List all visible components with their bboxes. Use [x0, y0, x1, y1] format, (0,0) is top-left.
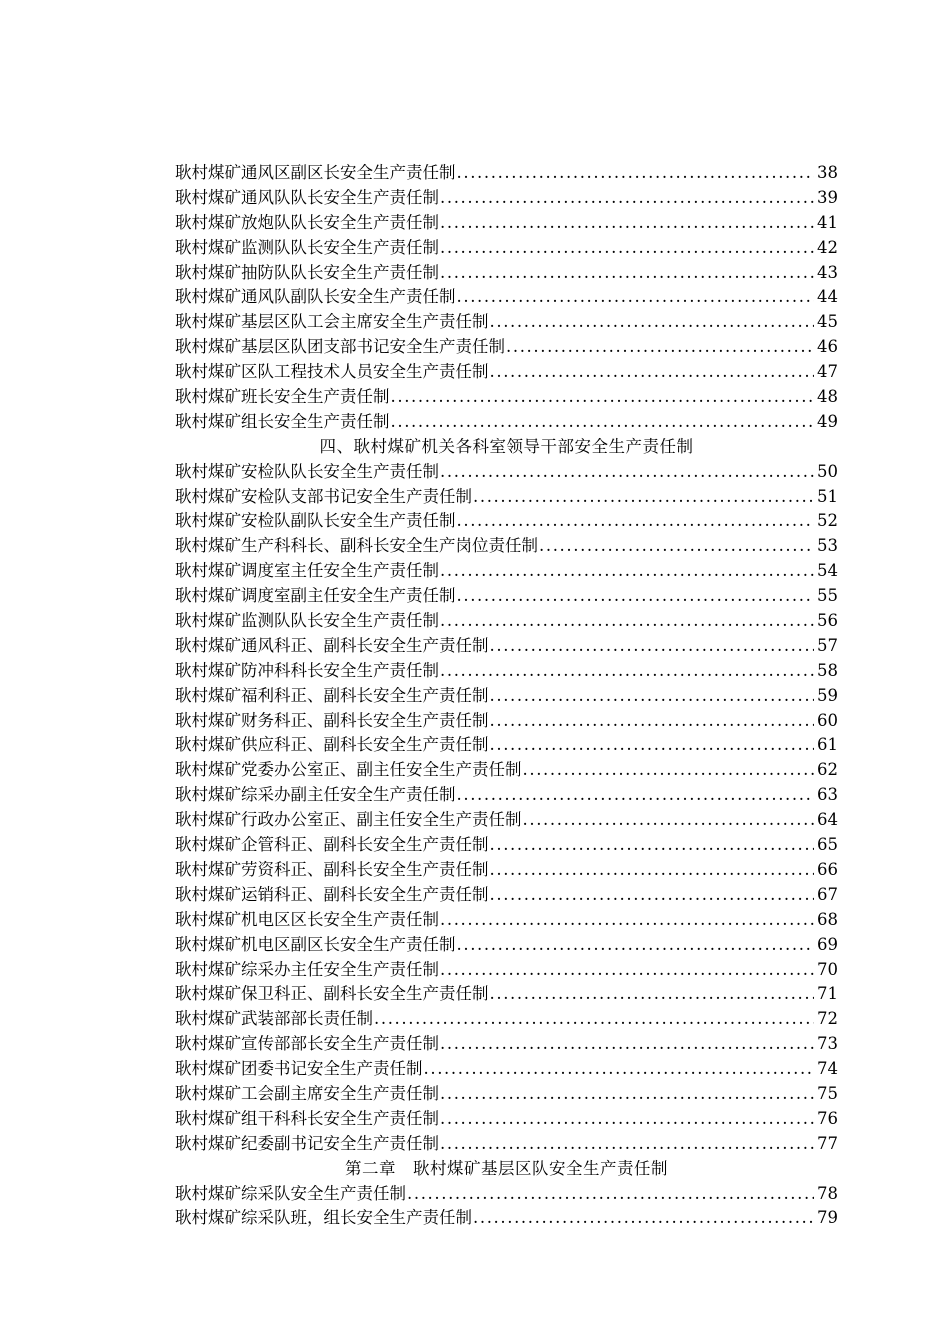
toc-entry-title: 耿村煤矿纪委副书记安全生产责任制	[175, 1133, 439, 1153]
toc-entry-page-number: 46	[817, 337, 838, 357]
toc-entry[interactable]	[175, 908, 838, 933]
toc-group-c	[175, 1182, 838, 1232]
toc-entry-page-number: 43	[817, 262, 838, 282]
toc-entry[interactable]	[175, 385, 838, 410]
toc-entry[interactable]	[175, 709, 838, 734]
toc-entry[interactable]	[175, 634, 838, 659]
toc-entry-title: 耿村煤矿机电区副区长安全生产责任制	[175, 934, 456, 954]
toc-entry[interactable]	[175, 1032, 838, 1057]
toc-entry-title: 耿村煤矿调度室副主任安全生产责任制	[175, 586, 456, 606]
toc-leader-dots	[440, 261, 814, 286]
toc-group-a	[175, 161, 838, 435]
toc-leader-dots	[457, 584, 815, 609]
toc-leader-dots	[440, 1132, 814, 1157]
toc-entry[interactable]	[175, 310, 838, 335]
toc-entry[interactable]	[175, 609, 838, 634]
toc-entry-title: 耿村煤矿防冲科科长安全生产责任制	[175, 660, 439, 680]
toc-entry[interactable]	[175, 485, 838, 510]
toc-entry-page-number: 64	[817, 810, 838, 830]
toc-entry-page-number: 73	[817, 1034, 838, 1054]
toc-entry-page-number: 72	[817, 1009, 838, 1029]
toc-entry-page-number: 58	[817, 660, 838, 680]
toc-entry-page-number: 76	[817, 1108, 838, 1128]
toc-leader-dots	[523, 758, 815, 783]
toc-entry-title: 耿村煤矿区队工程技术人员安全生产责任制	[175, 362, 489, 382]
toc-entry[interactable]	[175, 1107, 838, 1132]
toc-entry-page-number: 69	[817, 934, 838, 954]
toc-leader-dots	[490, 634, 815, 659]
toc-entry-page-number: 67	[817, 884, 838, 904]
toc-entry-title: 耿村煤矿企管科正、副科长安全生产责任制	[175, 835, 489, 855]
toc-entry[interactable]	[175, 883, 838, 908]
toc-entry-title: 耿村煤矿基层区队团支部书记安全生产责任制	[175, 337, 505, 357]
toc-entry-page-number: 62	[817, 760, 838, 780]
toc-entry[interactable]	[175, 1082, 838, 1107]
toc-leader-dots	[490, 833, 815, 858]
toc-entry-title: 耿村煤矿组长安全生产责任制	[175, 411, 390, 431]
toc-entry-page-number: 48	[817, 387, 838, 407]
toc-entry-page-number: 75	[817, 1083, 838, 1103]
toc-entry-title: 耿村煤矿安检队副队长安全生产责任制	[175, 511, 456, 531]
toc-entry[interactable]	[175, 236, 838, 261]
toc-entry[interactable]	[175, 460, 838, 485]
toc-entry[interactable]	[175, 360, 838, 385]
toc-entry-title: 耿村煤矿综采队班，组长安全生产责任制	[175, 1208, 472, 1228]
toc-entry-title: 耿村煤矿通风科正、副科长安全生产责任制	[175, 635, 489, 655]
toc-entry[interactable]	[175, 933, 838, 958]
toc-leader-dots	[440, 609, 814, 634]
toc-entry-title: 耿村煤矿调度室主任安全生产责任制	[175, 561, 439, 581]
toc-entry[interactable]	[175, 833, 838, 858]
toc-entry-page-number: 56	[817, 611, 838, 631]
toc-leader-dots	[391, 410, 815, 435]
toc-leader-dots	[391, 385, 815, 410]
toc-entry-title: 耿村煤矿武装部部长责任制	[175, 1009, 373, 1029]
toc-entry-page-number: 60	[817, 710, 838, 730]
toc-leader-dots	[424, 1057, 815, 1082]
toc-entry-page-number: 55	[817, 586, 838, 606]
toc-entry-page-number: 41	[817, 212, 838, 232]
table-of-contents	[175, 161, 838, 1231]
toc-entry[interactable]	[175, 559, 838, 584]
toc-leader-dots	[473, 1206, 814, 1231]
toc-leader-dots	[440, 659, 814, 684]
toc-entry-title: 耿村煤矿团委书记安全生产责任制	[175, 1059, 423, 1079]
toc-entry-page-number: 51	[817, 486, 838, 506]
toc-entry-title: 耿村煤矿福利科正、副科长安全生产责任制	[175, 685, 489, 705]
toc-leader-dots	[490, 360, 815, 385]
toc-entry[interactable]	[175, 186, 838, 211]
toc-entry-title: 耿村煤矿安检队队长安全生产责任制	[175, 461, 439, 481]
toc-entry-page-number: 78	[817, 1183, 838, 1203]
toc-entry-title: 耿村煤矿抽防队队长安全生产责任制	[175, 262, 439, 282]
toc-leader-dots	[374, 1007, 814, 1032]
toc-leader-dots	[490, 982, 815, 1007]
toc-entry-page-number: 68	[817, 909, 838, 929]
toc-entry-page-number: 50	[817, 461, 838, 481]
toc-entry-page-number: 42	[817, 237, 838, 257]
toc-entry-title: 耿村煤矿基层区队工会主席安全生产责任制	[175, 312, 489, 332]
toc-leader-dots	[490, 310, 815, 335]
toc-entry-page-number: 70	[817, 959, 838, 979]
toc-entry-page-number: 47	[817, 362, 838, 382]
toc-leader-dots	[407, 1182, 814, 1207]
toc-leader-dots	[490, 733, 815, 758]
toc-leader-dots	[440, 908, 814, 933]
toc-entry-title: 耿村煤矿财务科正、副科长安全生产责任制	[175, 710, 489, 730]
toc-leader-dots	[539, 534, 814, 559]
toc-entry-title: 耿村煤矿通风队副队长安全生产责任制	[175, 287, 456, 307]
toc-leader-dots	[457, 285, 815, 310]
toc-leader-dots	[440, 460, 814, 485]
toc-entry-title: 耿村煤矿班长安全生产责任制	[175, 387, 390, 407]
toc-entry-title: 耿村煤矿工会副主席安全生产责任制	[175, 1083, 439, 1103]
toc-entry-page-number: 71	[817, 984, 838, 1004]
toc-entry[interactable]	[175, 783, 838, 808]
toc-entry-title: 耿村煤矿监测队队长安全生产责任制	[175, 611, 439, 631]
toc-entry-page-number: 53	[817, 536, 838, 556]
toc-entry-title: 耿村煤矿保卫科正、副科长安全生产责任制	[175, 984, 489, 1004]
toc-entry-title: 耿村煤矿运销科正、副科长安全生产责任制	[175, 884, 489, 904]
toc-entry[interactable]	[175, 1132, 838, 1157]
toc-leader-dots	[440, 559, 814, 584]
toc-entry-page-number: 77	[817, 1133, 838, 1153]
toc-leader-dots	[457, 783, 815, 808]
toc-entry-title: 耿村煤矿党委办公室正、副主任安全生产责任制	[175, 760, 522, 780]
toc-entry-page-number: 65	[817, 835, 838, 855]
toc-entry-title: 耿村煤矿安检队支部书记安全生产责任制	[175, 486, 472, 506]
toc-entry-title: 耿村煤矿劳资科正、副科长安全生产责任制	[175, 859, 489, 879]
toc-entry-page-number: 59	[817, 685, 838, 705]
toc-entry[interactable]	[175, 1182, 838, 1207]
toc-entry[interactable]	[175, 858, 838, 883]
toc-entry-page-number: 79	[817, 1208, 838, 1228]
toc-entry-title: 耿村煤矿组干科科长安全生产责任制	[175, 1108, 439, 1128]
toc-entry-page-number: 38	[817, 163, 838, 182]
toc-leader-dots	[457, 509, 815, 534]
toc-leader-dots	[523, 808, 815, 833]
toc-entry[interactable]	[175, 335, 838, 360]
toc-entry[interactable]	[175, 261, 838, 286]
toc-entry[interactable]	[175, 733, 838, 758]
toc-entry-title: 耿村煤矿放炮队队长安全生产责任制	[175, 212, 439, 232]
toc-entry-page-number: 52	[817, 511, 838, 531]
toc-leader-dots	[473, 485, 814, 510]
toc-leader-dots	[440, 1082, 814, 1107]
toc-entry[interactable]	[175, 1206, 838, 1231]
toc-entry[interactable]	[175, 1007, 838, 1032]
toc-entry-page-number: 63	[817, 785, 838, 805]
toc-entry[interactable]	[175, 982, 838, 1007]
toc-leader-dots	[457, 933, 815, 958]
toc-entry[interactable]	[175, 584, 838, 609]
toc-leader-dots	[440, 236, 814, 261]
toc-leader-dots	[440, 211, 814, 236]
toc-leader-dots	[490, 858, 815, 883]
toc-entry-page-number: 54	[817, 561, 838, 581]
toc-entry-title: 耿村煤矿行政办公室正、副主任安全生产责任制	[175, 810, 522, 830]
toc-entry[interactable]	[175, 659, 838, 684]
toc-leader-dots	[440, 1032, 814, 1057]
toc-entry-title: 耿村煤矿综采办副主任安全生产责任制	[175, 785, 456, 805]
toc-leader-dots	[506, 335, 814, 360]
toc-entry-title: 耿村煤矿供应科正、副科长安全生产责任制	[175, 735, 489, 755]
toc-leader-dots	[490, 883, 815, 908]
toc-entry[interactable]	[175, 285, 838, 310]
section-heading: 四、耿村煤矿机关各科室领导干部安全生产责任制	[319, 436, 694, 456]
toc-entry-page-number: 39	[817, 187, 838, 207]
toc-leader-dots	[440, 958, 814, 983]
toc-entry[interactable]	[175, 211, 838, 236]
toc-entry-page-number: 49	[817, 411, 838, 431]
toc-entry-title: 耿村煤矿生产科科长、副科长安全生产岗位责任制	[175, 536, 538, 556]
toc-entry-title: 耿村煤矿综采办主任安全生产责任制	[175, 959, 439, 979]
toc-entry-page-number: 61	[817, 735, 838, 755]
toc-entry-title: 耿村煤矿监测队队长安全生产责任制	[175, 237, 439, 257]
toc-entry[interactable]	[175, 808, 838, 833]
toc-entry-title: 耿村煤矿机电区区长安全生产责任制	[175, 909, 439, 929]
toc-entry-title: 耿村煤矿通风区副区长安全生产责任制	[175, 163, 456, 182]
toc-entry[interactable]	[175, 161, 838, 186]
toc-entry[interactable]	[175, 958, 838, 983]
toc-entry-page-number: 45	[817, 312, 838, 332]
toc-group-b	[175, 460, 838, 1157]
toc-entry-page-number: 44	[817, 287, 838, 307]
toc-leader-dots	[440, 186, 814, 211]
toc-entry[interactable]	[175, 509, 838, 534]
toc-entry-title: 耿村煤矿综采队安全生产责任制	[175, 1183, 406, 1203]
toc-leader-dots	[490, 684, 815, 709]
toc-entry-title: 耿村煤矿宣传部部长安全生产责任制	[175, 1034, 439, 1054]
toc-entry[interactable]	[175, 534, 838, 559]
toc-leader-dots	[490, 709, 815, 734]
toc-entry[interactable]	[175, 758, 838, 783]
toc-entry[interactable]	[175, 410, 838, 435]
toc-entry[interactable]	[175, 684, 838, 709]
toc-entry-page-number: 74	[817, 1059, 838, 1079]
toc-leader-dots	[457, 161, 815, 186]
toc-leader-dots	[440, 1107, 814, 1132]
toc-entry-title: 耿村煤矿通风队队长安全生产责任制	[175, 187, 439, 207]
toc-entry-page-number: 66	[817, 859, 838, 879]
toc-entry-page-number: 57	[817, 635, 838, 655]
chapter-heading: 第二章 耿村煤矿基层区队安全生产责任制	[345, 1158, 668, 1178]
toc-entry[interactable]	[175, 1057, 838, 1082]
